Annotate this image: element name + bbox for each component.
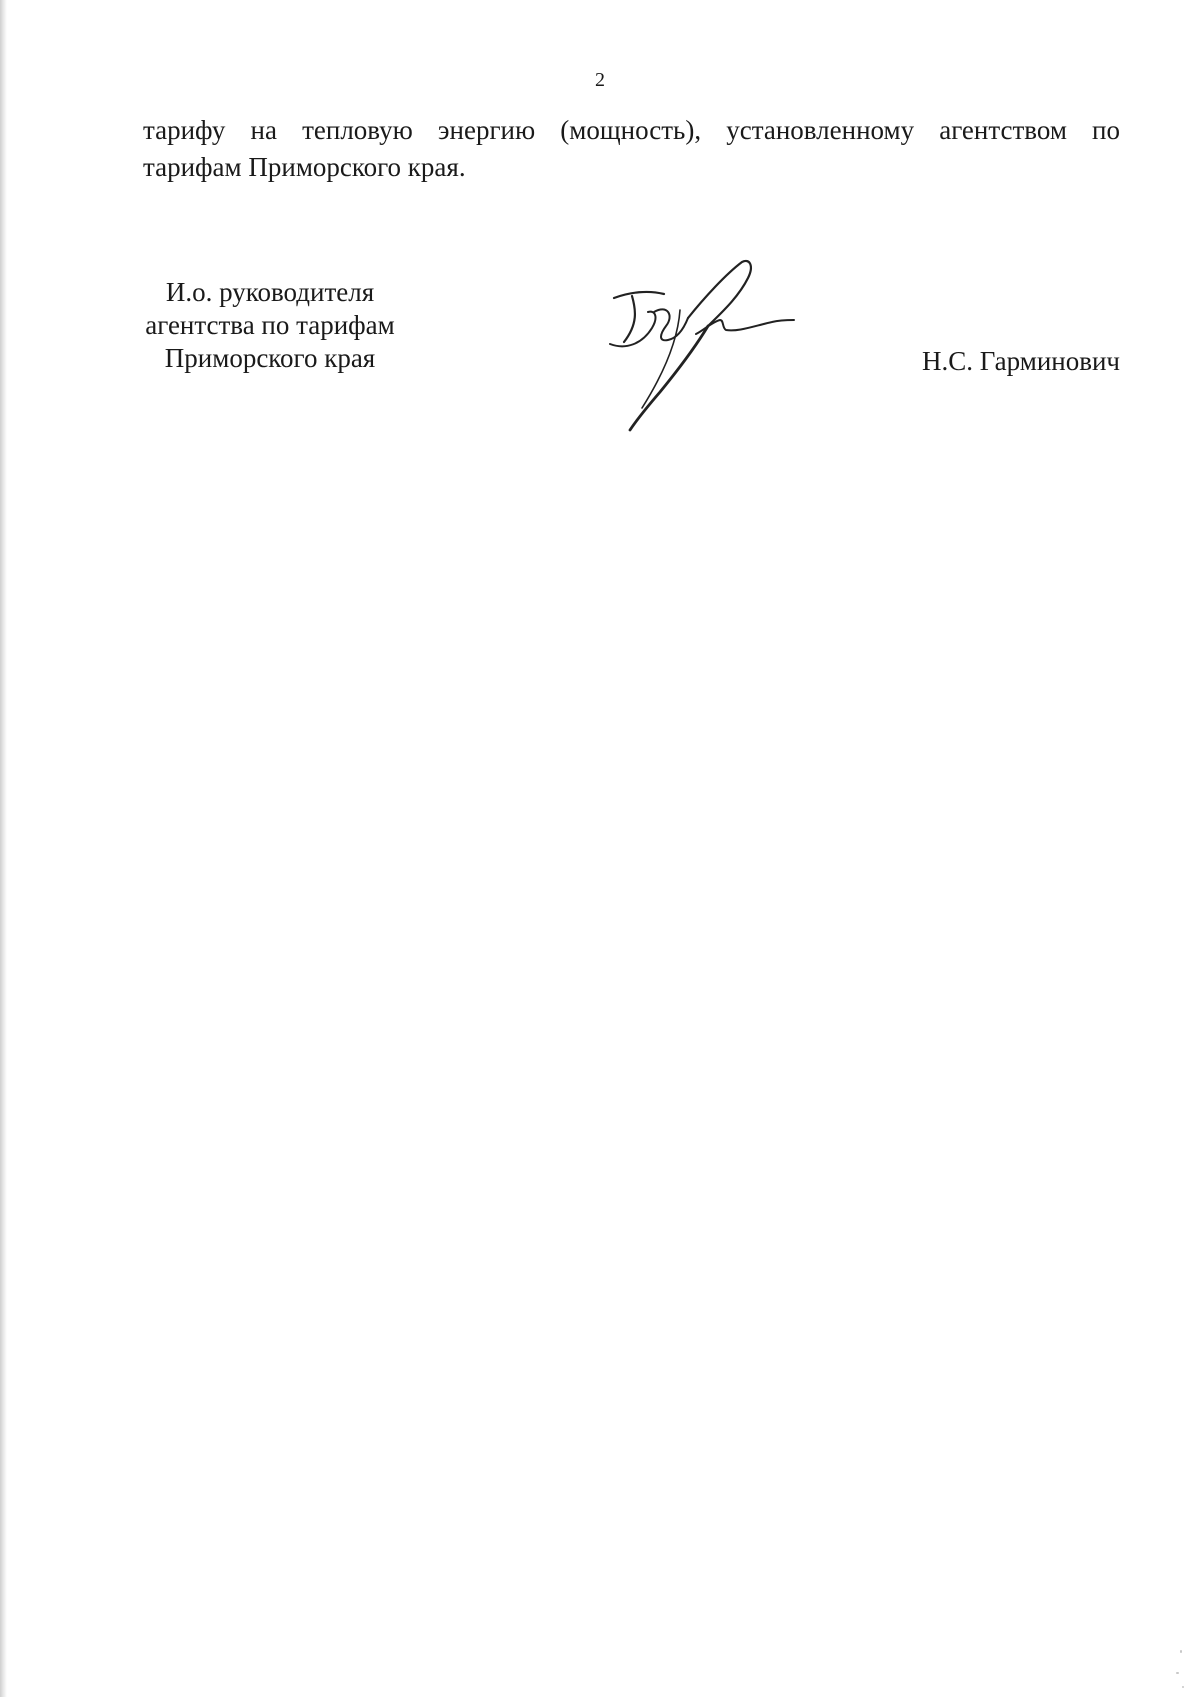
scan-artifact <box>1182 1686 1184 1688</box>
scan-artifact <box>1180 1650 1182 1653</box>
signatory-title-line: агентства по тарифам <box>145 310 395 340</box>
handwritten-signature <box>608 258 808 438</box>
signatory-title-line: И.о. руководителя <box>165 277 375 307</box>
signatory-name: Н.С. Гарминович <box>921 346 1120 376</box>
body-line: тарифу на тепловую энергию (мощность), установленному агентством по <box>143 115 1120 145</box>
signatory-title-line: Приморского края <box>164 343 376 373</box>
body-paragraph <box>143 112 1120 186</box>
scan-edge-shadow <box>0 0 7 1697</box>
signatory-title <box>120 276 420 375</box>
body-line: тарифам Приморского края. <box>143 152 466 182</box>
page-number: 2 <box>595 69 605 91</box>
scan-artifact <box>1176 1672 1179 1674</box>
